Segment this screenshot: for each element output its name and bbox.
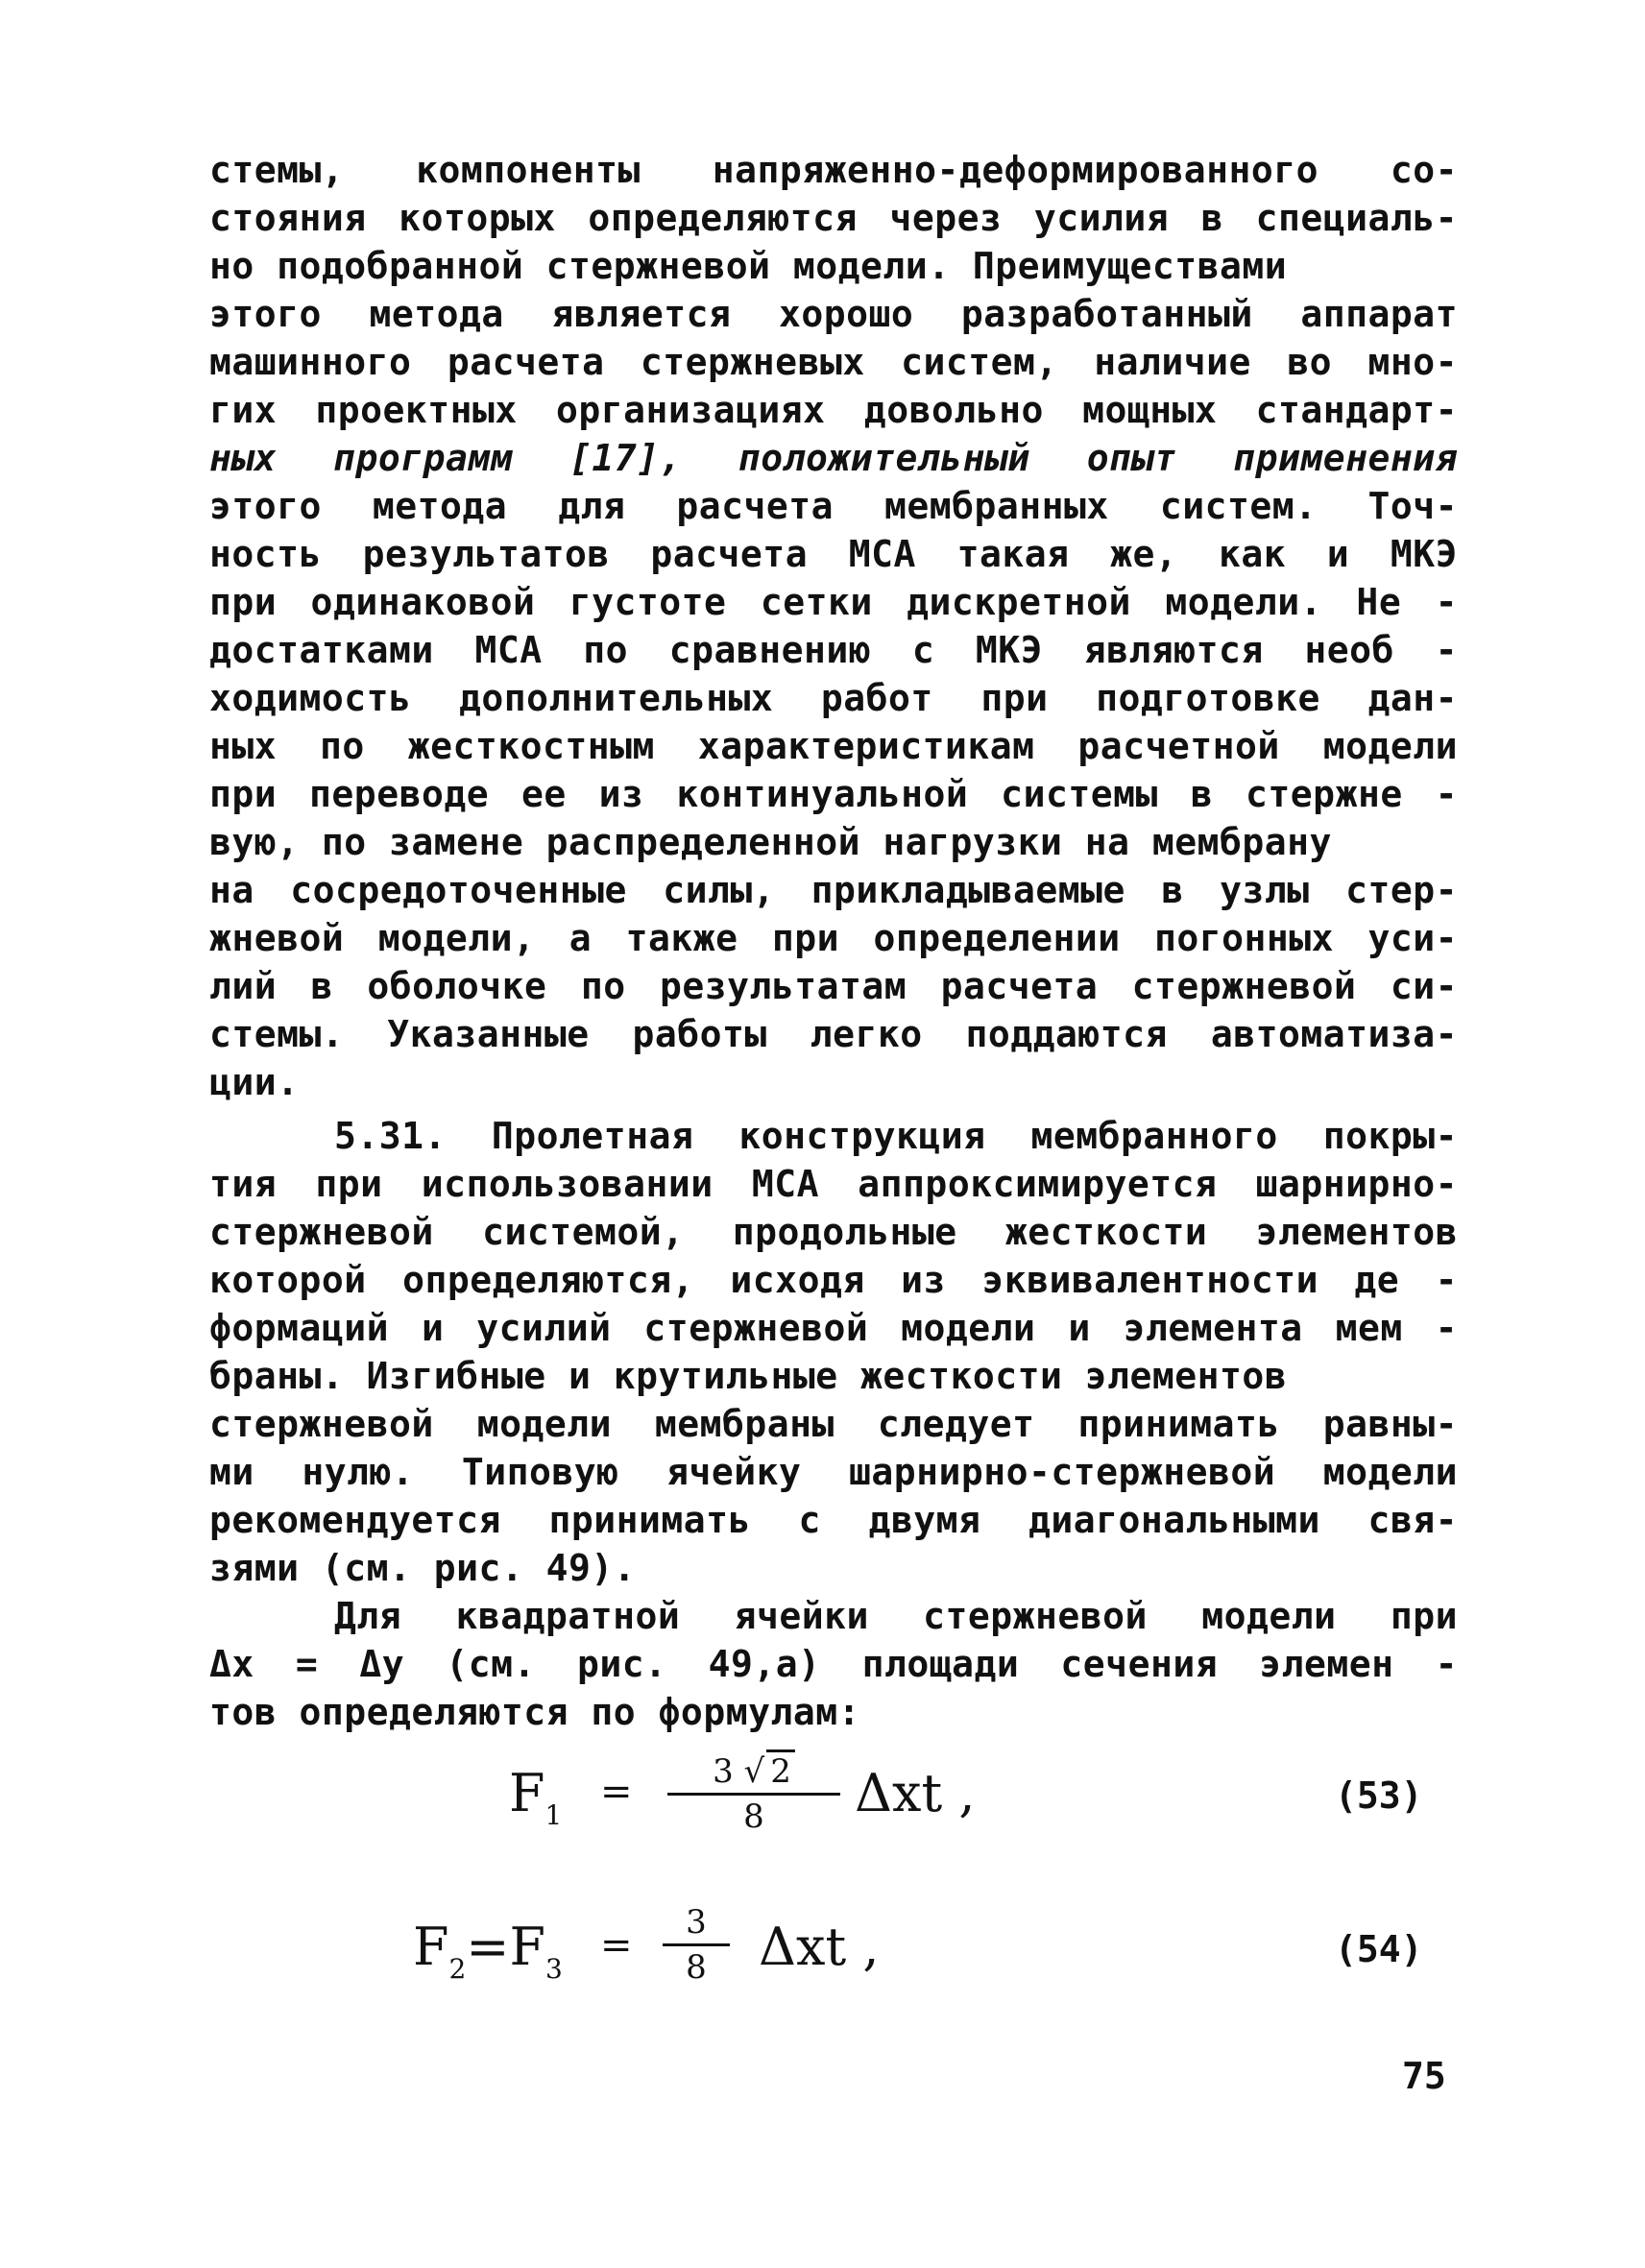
text-line: гих проектных организациях довольно мощных стандарт-: [209, 389, 1458, 431]
formula-53-label: (53): [1335, 1774, 1423, 1817]
fraction-bar: [663, 1943, 730, 1946]
text-line: формаций и усилий стержневой модели и элемента мем -: [209, 1307, 1458, 1349]
formula-54-equals: =: [600, 1923, 633, 1967]
text-line: браны. Изгибные и крутильные жесткости элементов: [209, 1355, 1288, 1397]
fraction-bar: [667, 1793, 840, 1796]
text-line: ных по жесткостным характеристикам расчетной модели: [209, 725, 1458, 767]
text-line: стержневой модели мембраны следует принимать равны-: [209, 1403, 1458, 1445]
text-line: ции.: [209, 1061, 300, 1103]
text-line: при одинаковой густоте сетки дискретной модели. Не -: [209, 581, 1458, 623]
text-line: ность результатов расчета МСА такая же, как и МКЭ: [209, 533, 1458, 575]
text-line: ных программ [17], положительный опыт применения: [209, 437, 1458, 479]
text-line: вую, по замене распределенной нагрузки на мембрану: [209, 821, 1332, 863]
formula-54-numerator: 3: [686, 1903, 707, 1942]
text-line: лий в оболочке по результатам расчета стержневой си-: [209, 965, 1458, 1007]
text-line: Для квадратной ячейки стержневой модели при: [334, 1595, 1458, 1637]
text-line: тия при использовании МСА аппроксимируется шарнирно-: [209, 1163, 1458, 1205]
text-line: ходимость дополнительных работ при подготовке дан-: [209, 677, 1458, 719]
formula-53-numerator: 3 √ 2: [667, 1749, 840, 1791]
formula-53-denominator: 8: [743, 1798, 764, 1836]
formula-53-fraction: [667, 1749, 840, 1836]
text-line: достатками МСА по сравнению с МКЭ являются необ -: [209, 629, 1458, 671]
text-line: стемы. Указанные работы легко поддаются автоматиза-: [209, 1013, 1458, 1055]
formula-54-fraction: [663, 1903, 730, 1987]
text-line: этого метода для расчета мембранных систем. Точ-: [209, 485, 1458, 527]
text-line: которой определяются, исходя из эквивалентности де -: [209, 1259, 1458, 1301]
paragraph-1: [209, 146, 1458, 1106]
text-line: стемы, компоненты напряженно-деформированного со-: [209, 149, 1458, 191]
text-line: рекомендуется принимать с двумя диагональными свя-: [209, 1499, 1458, 1541]
text-line: но подобранной стержневой модели. Преимуществами: [209, 245, 1288, 287]
formula-54-lhs: $F_2=F_3$: [413, 1917, 563, 1985]
formula-54-denominator: 8: [686, 1948, 707, 1987]
text-line: зями (см. рис. 49).: [209, 1547, 637, 1589]
paragraph-2: [209, 1112, 1458, 1592]
formula-54-tail: Δxt ,: [759, 1917, 880, 1977]
text-line: на сосредоточенные силы, прикладываемые в узлы стер-: [209, 869, 1458, 911]
text-line: этого метода является хорошо разработанный аппарат: [209, 293, 1458, 335]
text-line: тов определяются по формулам:: [209, 1691, 860, 1733]
paragraph-3: [209, 1592, 1458, 1736]
text-line: стержневой системой, продольные жесткости элементов: [209, 1211, 1458, 1253]
text-line: машинного расчета стержневых систем, наличие во мно-: [209, 341, 1458, 383]
page-number: 75: [1402, 2055, 1446, 2097]
text-line: ми нулю. Типовую ячейку шарнирно-стержневой модели: [209, 1451, 1458, 1493]
formula-53-equals: =: [600, 1770, 633, 1814]
formula-54-label: (54): [1335, 1928, 1423, 1970]
formula-53-tail: Δxt ,: [855, 1763, 976, 1823]
text-line: стояния которых определяются через усилия в специаль-: [209, 197, 1458, 239]
text-line: 5.31. Пролетная конструкция мембранного покры-: [334, 1115, 1458, 1157]
text-line: при переводе ее из континуальной системы в стержне -: [209, 773, 1458, 815]
text-line: Δx = Δy (см. рис. 49,а) площади сечения элемен -: [209, 1643, 1458, 1685]
text-line: жневой модели, а также при определении погонных уси-: [209, 917, 1458, 959]
formula-53-lhs: $F_1$: [509, 1763, 563, 1831]
